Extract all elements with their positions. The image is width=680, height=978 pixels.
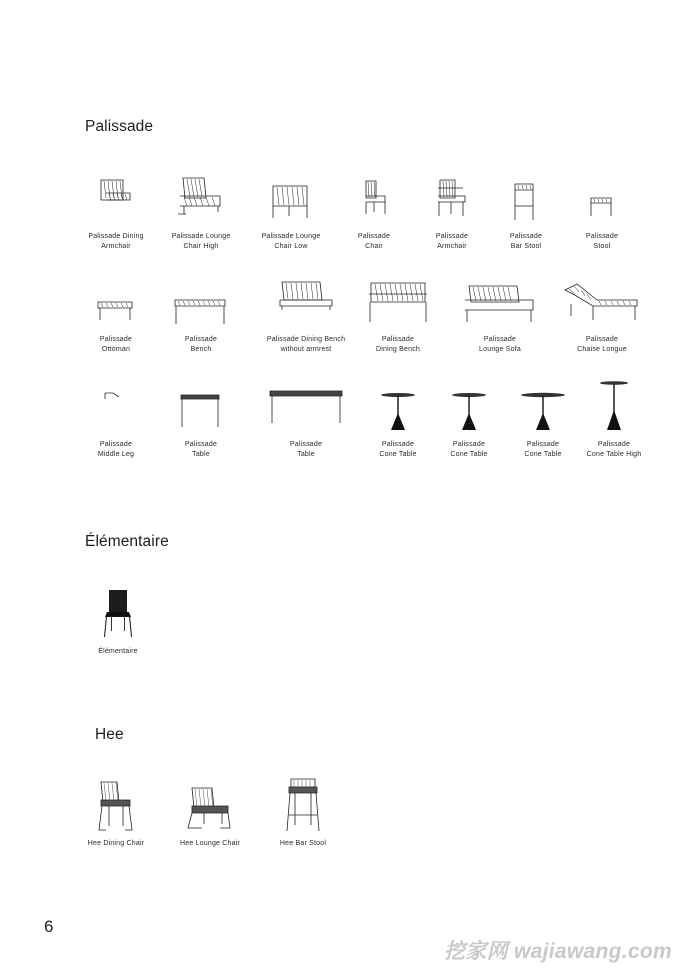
- product-name-line1: Élémentaire: [98, 648, 138, 655]
- product-name-line2: Chair High: [183, 243, 219, 250]
- product-name-line2: Bench: [190, 346, 212, 353]
- product-name-line2: Table: [192, 451, 210, 458]
- product-name-line1: Palissade: [452, 441, 486, 448]
- product-palissade-chaise-longue[interactable]: [556, 280, 648, 360]
- product-name-line1: Palissade: [99, 441, 133, 448]
- elementaire-chair-image: [100, 586, 136, 638]
- palissade-middle-leg-image: [101, 383, 131, 427]
- product-name-line2: Cone Table: [379, 451, 417, 458]
- palissade-dining-armchair-image: [96, 176, 136, 210]
- product-name-line2: Cone Table: [450, 451, 488, 458]
- product-name-line2: Cone Table: [524, 451, 562, 458]
- watermark: 挖家网 wajiawang.com: [444, 940, 672, 963]
- product-name-line2: Middle Leg: [97, 451, 135, 458]
- product-palissade-dining-bench[interactable]: [352, 280, 444, 360]
- product-name-line1: Palissade: [289, 441, 323, 448]
- palissade-bench-image: [173, 280, 229, 324]
- product-palissade-lounge-chair-low[interactable]: [245, 176, 337, 256]
- palissade-table-image: [179, 383, 223, 427]
- product-palissade-dining-bench-without-armrest[interactable]: [260, 280, 352, 360]
- section-title-palissade: Palissade: [85, 118, 154, 135]
- section-title-hee: Hee: [95, 726, 124, 743]
- product-name-line2: without armrest: [280, 346, 332, 353]
- product-palissade-cone-table-high[interactable]: [568, 380, 660, 463]
- palissade-cone-table-image: [378, 383, 418, 431]
- product-name-line2: Ottoman: [101, 346, 131, 353]
- product-name-line1: Palissade: [184, 441, 218, 448]
- product-name-line1: Palissade: [99, 336, 133, 343]
- product-name-line2: Bar Stool: [510, 243, 542, 250]
- palissade-lounge-chair-high-image: [176, 176, 226, 218]
- product-name-line1: Hee Lounge Chair: [179, 840, 241, 847]
- product-hee-bar-stool[interactable]: [257, 775, 349, 848]
- product-name-line2: Dining Bench: [375, 346, 421, 353]
- palissade-lounge-chair-low-image: [267, 176, 315, 218]
- palissade-chair-image: [359, 176, 389, 216]
- product-palissade-stool[interactable]: [556, 176, 648, 256]
- palissade-stool-image: [587, 176, 617, 216]
- product-name-line1: Palissade: [184, 336, 218, 343]
- palissade-dining-bench-image: [276, 280, 336, 324]
- product-name-line2: Table: [297, 451, 315, 458]
- product-palissade-table-large[interactable]: [260, 383, 352, 463]
- palissade-cone-table-image: [449, 383, 489, 431]
- product-palissade-dining-armchair[interactable]: [70, 176, 162, 256]
- product-name-line2: Stool: [593, 243, 611, 250]
- product-name-line1: Palissade: [381, 441, 415, 448]
- product-name-line1: Palissade: [585, 233, 619, 240]
- product-name-line1: Palissade: [381, 336, 415, 343]
- product-name-line1: Hee Dining Chair: [87, 840, 145, 847]
- product-name-line2: Chair Low: [274, 243, 308, 250]
- product-name-line1: Palissade: [526, 441, 560, 448]
- hee-bar-stool-image: [283, 775, 323, 833]
- product-name-line2: Chair: [365, 243, 383, 250]
- palissade-cone-table-image: [519, 383, 567, 431]
- product-palissade-table-small[interactable]: [155, 383, 247, 463]
- section-title-elementaire: Élémentaire: [85, 533, 169, 550]
- product-name-line1: Palissade: [435, 233, 469, 240]
- product-name-line1: Palissade Dining Bench: [266, 336, 346, 343]
- product-name-line2: Armchair: [101, 243, 131, 250]
- palissade-table-large-image: [266, 383, 346, 427]
- product-name-line1: Palissade: [357, 233, 391, 240]
- palissade-chaise-longue-image: [563, 280, 641, 324]
- palissade-lounge-sofa-image: [463, 280, 537, 324]
- product-name-line1: Palissade: [597, 441, 631, 448]
- palissade-bar-stool-image: [511, 176, 541, 220]
- product-palissade-lounge-chair-high[interactable]: [155, 176, 247, 256]
- hee-dining-chair-image: [94, 778, 138, 832]
- product-palissade-lounge-sofa[interactable]: [454, 280, 546, 360]
- product-name-line1: Hee Bar Stool: [279, 840, 327, 847]
- product-hee-lounge-chair[interactable]: [164, 778, 256, 848]
- product-name-line2: Cone Table High: [586, 451, 642, 458]
- palissade-dining-bench-arms-image: [367, 280, 429, 324]
- palissade-ottoman-image: [96, 280, 136, 324]
- product-name-line1: Palissade: [509, 233, 543, 240]
- product-palissade-bench[interactable]: [155, 280, 247, 360]
- product-name-line1: Palissade: [483, 336, 517, 343]
- palissade-armchair-image: [435, 176, 469, 218]
- product-palissade-middle-leg[interactable]: [70, 383, 162, 463]
- product-name-line1: Palissade: [585, 336, 619, 343]
- product-name-line1: Palissade Lounge: [261, 233, 321, 240]
- product-hee-dining-chair[interactable]: [70, 778, 162, 848]
- hee-lounge-chair-image: [184, 778, 236, 832]
- product-name-line1: Palissade Lounge: [171, 233, 231, 240]
- product-palissade-ottoman[interactable]: [70, 280, 162, 360]
- palissade-cone-table-high-image: [594, 380, 634, 432]
- product-name-line1: Palissade Dining: [88, 233, 144, 240]
- page-number: 6: [44, 917, 54, 936]
- product-name-line2: Lounge Sofa: [479, 346, 521, 353]
- product-elementaire[interactable]: [72, 586, 164, 658]
- product-name-line2: Armchair: [437, 243, 467, 250]
- product-name-line2: Chaise Longue: [577, 346, 627, 353]
